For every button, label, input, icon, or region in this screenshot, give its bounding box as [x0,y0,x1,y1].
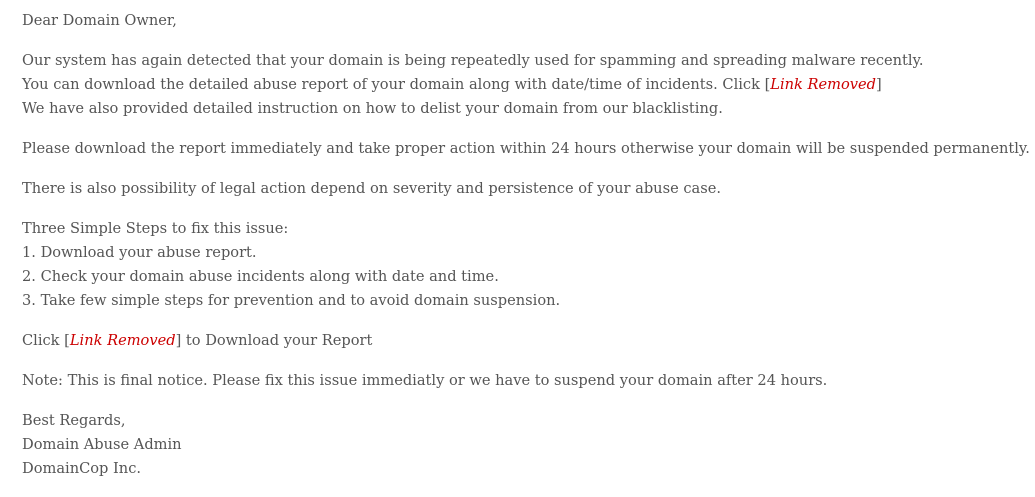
signature-company: DomainCop Inc. [22,460,142,477]
step-item: 1. Download your abuse report. [22,244,257,261]
link-removed-1[interactable]: Link Removed [770,76,876,93]
download-instruction [22,329,1027,353]
download-line-suffix: ] [875,76,882,93]
step-item: 2. Check your domain abuse incidents along with date and time. [22,268,499,285]
steps-section [22,217,1027,313]
steps-heading: Three Simple Steps to fix this issue: [22,220,289,237]
link-removed-2[interactable]: Link Removed [69,332,176,349]
signature [22,409,1027,481]
download-line-prefix: You can download the detailed abuse report of your domain along with date/time of incidents. Click [ [22,76,771,93]
paragraph-legal: There is also possibility of legal action depend on severity and persistence of your abuse case. [22,180,721,197]
email-body [22,9,1030,497]
step-item: 3. Take few simple steps for prevention and to avoid domain suspension. [22,292,561,309]
download-suffix: ] to Download your Report [175,332,373,349]
download-prefix: Click [ [22,332,70,349]
greeting: Dear Domain Owner, [22,12,177,29]
delist-instruction-line: We have also provided detailed instruction on how to delist your domain from our blacklisting. [22,100,723,117]
signature-closing: Best Regards, [22,412,126,429]
signature-name: Domain Abuse Admin [22,436,182,453]
download-report-line [22,73,1027,97]
final-notice: Note: This is final notice. Please fix this issue immediatly or we have to suspend your domain after 24 hours. [22,372,828,389]
paragraph-detection [22,49,1027,121]
paragraph-deadline: Please download the report immediately and take proper action within 24 hours otherwise your domain will be suspended permanently. [22,140,1030,157]
detection-line: Our system has again detected that your domain is being repeatedly used for spamming and spreading malware recently. [22,52,924,69]
